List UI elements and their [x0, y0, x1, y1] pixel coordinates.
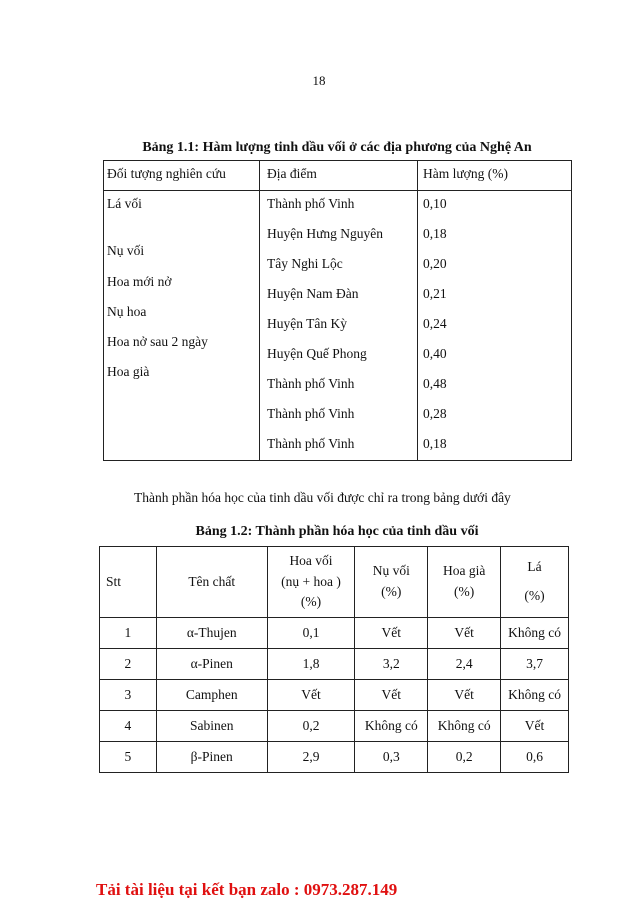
page-number: 18	[312, 73, 326, 88]
table1-header-content: Hàm lượng (%)	[423, 166, 508, 181]
table2-cell: 0,2	[267, 711, 355, 742]
table1-location: Thành phố Vinh	[267, 376, 355, 391]
table2-cell: 0,1	[267, 618, 355, 649]
table1-header-location: Địa điểm	[267, 166, 317, 181]
table-row	[100, 649, 569, 680]
table1-subject: Hoa nở sau 2 ngày	[107, 334, 208, 349]
table1-location: Huyện Nam Đàn	[267, 286, 359, 301]
table1-location: Thành phố Vinh	[267, 436, 355, 451]
table1-content: 0,18	[423, 436, 447, 451]
table2-cell: α-Pinen	[156, 649, 267, 680]
table2-header-row	[100, 547, 569, 618]
table2-cell: 3,2	[355, 649, 428, 680]
table2-header-old-flower	[428, 547, 501, 618]
table2-cell: α-Thujen	[156, 618, 267, 649]
table2-cell: 1	[100, 618, 157, 649]
table2-header-flower-line: (nụ + hoa )	[281, 573, 341, 589]
table2-cell: 2	[100, 649, 157, 680]
table2-header-old-flower-line: Hoa già	[442, 563, 486, 579]
table2-header-leaf-line: Lá	[527, 559, 542, 575]
table2-header-leaf	[501, 547, 569, 618]
table2-header-bud	[355, 547, 428, 618]
table1-location: Huyện Quế Phong	[267, 346, 367, 361]
table2-cell: 1,8	[267, 649, 355, 680]
table2-cell: 5	[100, 742, 157, 773]
table-row	[100, 618, 569, 649]
table2-cell: 2,4	[428, 649, 501, 680]
table2-header-flower	[267, 547, 355, 618]
table2-header-flower-line: (%)	[300, 594, 322, 610]
table-row	[100, 742, 569, 773]
table2-cell: Vết	[355, 618, 428, 649]
table1-col-divider	[259, 161, 260, 460]
table1-content: 0,18	[423, 226, 447, 241]
table2-cell: 3	[100, 680, 157, 711]
table-row	[100, 680, 569, 711]
table1-location: Thành phố Vinh	[267, 406, 355, 421]
table1-header-subject: Đối tượng nghiên cứu	[107, 166, 226, 181]
table-row	[100, 711, 569, 742]
table2-cell: Vết	[267, 680, 355, 711]
table2-cell: Vết	[428, 618, 501, 649]
table2-cell: 4	[100, 711, 157, 742]
table2-cell: 0,6	[501, 742, 569, 773]
table1-location: Thành phố Vinh	[267, 196, 355, 211]
table1-content: 0,40	[423, 346, 447, 361]
table1-location: Tây Nghi Lộc	[267, 256, 343, 271]
table1-subject: Lá vối	[107, 196, 142, 211]
table1-content: 0,10	[423, 196, 447, 211]
table2-cell: 0,2	[428, 742, 501, 773]
table2-cell: 2,9	[267, 742, 355, 773]
table2-header-old-flower-line: (%)	[454, 584, 475, 599]
table2-cell: Không có	[501, 618, 569, 649]
table1-subject: Hoa mới nở	[107, 274, 172, 289]
table1-header-divider	[104, 190, 571, 191]
table1-content: 0,48	[423, 376, 447, 391]
table1-subject: Nụ vối	[107, 243, 145, 258]
table2-cell: Không có	[428, 711, 501, 742]
table1-col-divider	[417, 161, 418, 460]
table2-header-flower-line: Hoa vối	[289, 552, 333, 568]
table2-header-bud-line: Nụ vối	[372, 563, 410, 579]
table2-header-name: Tên chất	[156, 547, 267, 618]
table2-caption: Bảng 1.2: Thành phần hóa học của tinh dầu vối	[195, 524, 479, 539]
table2-cell: Sabinen	[156, 711, 267, 742]
table1-caption: Bảng 1.1: Hàm lượng tinh dầu vối ở các địa phương của Nghệ An	[142, 140, 532, 155]
table2	[99, 546, 569, 773]
table1-location: Huyện Tân Kỳ	[267, 316, 347, 331]
footer-promo-text: Tải tài liệu tại kết bạn zalo : 0973.287.149	[96, 880, 398, 899]
table2-header-stt: Stt	[100, 547, 157, 618]
table2-cell: 0,3	[355, 742, 428, 773]
table2-cell: 3,7	[501, 649, 569, 680]
table2-header-bud-line: (%)	[381, 584, 402, 599]
body-paragraph: Thành phần hóa học của tinh dầu vối được chỉ ra trong bảng dưới đây	[134, 490, 511, 505]
table1-content: 0,20	[423, 256, 447, 271]
table2-cell: Vết	[428, 680, 501, 711]
table1-content: 0,21	[423, 286, 447, 301]
table1-content: 0,28	[423, 406, 447, 421]
table2-cell: Không có	[355, 711, 428, 742]
table1	[103, 160, 572, 461]
table2-cell: Không có	[501, 680, 569, 711]
table2-cell: Camphen	[156, 680, 267, 711]
table1-location: Huyện Hưng Nguyên	[267, 226, 384, 241]
table1-subject: Nụ hoa	[107, 304, 147, 319]
table2-cell: Vết	[355, 680, 428, 711]
table2-header-leaf-line: (%)	[524, 588, 545, 603]
table1-subject: Hoa già	[107, 364, 150, 379]
table2-cell: β-Pinen	[156, 742, 267, 773]
table2-cell: Vết	[501, 711, 569, 742]
table1-content: 0,24	[423, 316, 447, 331]
